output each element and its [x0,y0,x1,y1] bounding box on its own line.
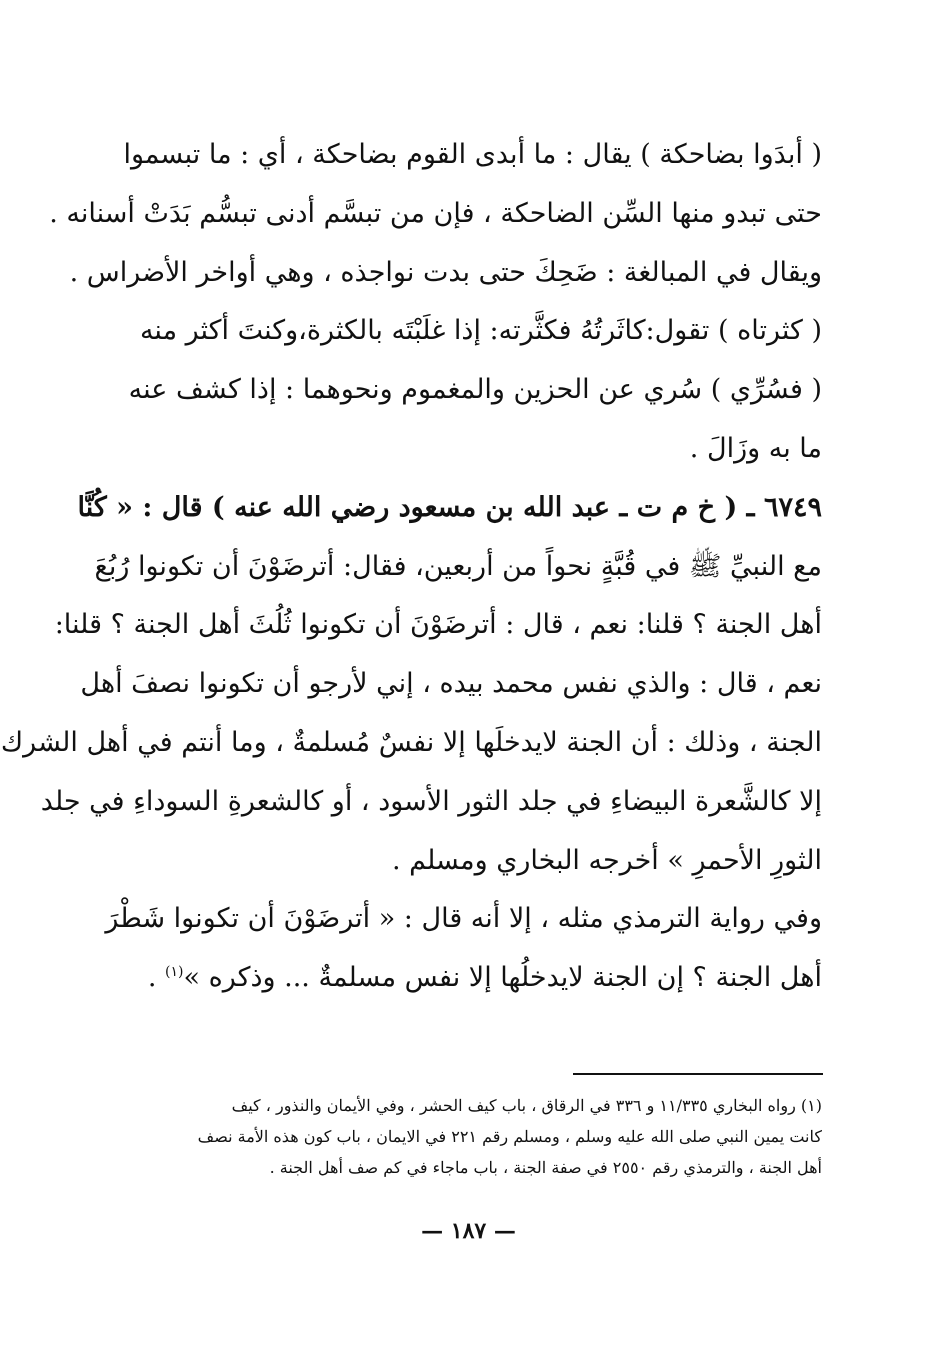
footnote-line: أهل الجنة ، والترمذي رقم ٢٥٥٠ في صفة الجنة ، باب ماجاء في كم صف أهل الجنة . [269,1158,822,1177]
footnote-divider [573,1073,823,1075]
footnote-marker: (١) [165,964,184,981]
final-period: . [147,962,157,994]
text-line: الثورِ الأحمرِ » أخرجه البخاري ومسلم . [391,844,822,876]
text-line: وفي رواية الترمذي مثله ، إلا أنه قال : « أترضَوْنَ أن تكونوا شَطْرَ [105,903,822,935]
main-text [0,126,822,1008]
text-line-last [100,949,822,1008]
text-line: حتى تبدو منها السِّن الضاحكة ، فإن من تبسَّم أدنى تبسُّم بَدَتْ أسنانه . [49,197,822,229]
text-line: ويقال في المبالغة : ضَحِكَ حتى بدت نواجذه ، وهي أواخر الأضراس . [69,256,822,288]
text-line-content: أهل الجنة ؟ إن الجنة لايدخلُها إلا نفس مسلمةٌ ... وذكره » [183,962,822,994]
footnote-line: (١) رواه البخاري ١١/٣٣٥ و ٣٣٦ في الرقاق ، باب كيف الحشر ، وفي الأيمان والنذور ، كيف [231,1096,822,1115]
text-line: ( أبدَوا بضاحكة ) يقال : ما أبدى القوم بضاحكة ، أي : ما تبسموا [123,139,822,170]
text-line: أهل الجنة ؟ قلنا: نعم ، قال : أترضَوْنَ أن تكونوا ثُلُثَ أهل الجنة ؟ قلنا: [54,609,822,641]
text-line: الجنة ، وذلك : أن الجنة لايدخلَها إلا نفسٌ مُسلمةٌ ، وما أنتم في أهل الشرك [0,726,822,758]
text-line: ما به وزَالَ . [689,432,822,464]
footnotes [100,1090,822,1183]
text-line: نعم ، قال : والذي نفس محمد بيده ، إني لأرجو أن تكونوا نصفَ أهل [80,668,822,700]
text-line: إلا كالشَّعرة البيضاءِ في جلد الثور الأسود ، أو كالشعرةِ السوداءِ في جلد [40,785,822,817]
text-line: مع النبيِّ ﷺ في قُبَّةٍ نحواً من أربعين، فقال: أترضَوْنَ أن تكونوا رُبُعَ [94,550,822,582]
footnote-line: كانت يمين النبي صلى الله عليه وسلم ، ومسلم رقم ٢٢١ في الايمان ، باب كون هذه الأمة نصف [197,1127,822,1146]
page-number: — ١٨٧ — [421,1218,516,1244]
hadith-heading-line: ٦٧٤٩ ـ ( خ م ت ـ عبد الله بن مسعود رضي الله عنه ) قال : « كُنَّا [77,491,822,523]
text-line: ( كثرتاه ) تقول:كاثَرتُهُ فكثَّرته: إذا غلَبْتَه بالكثرة،وكنتَ أكثر منه [139,315,822,347]
text-line: ( فسُرِّي ) سُري عن الحزين والمغموم ونحوهما : إذا كشف عنه [128,374,822,406]
